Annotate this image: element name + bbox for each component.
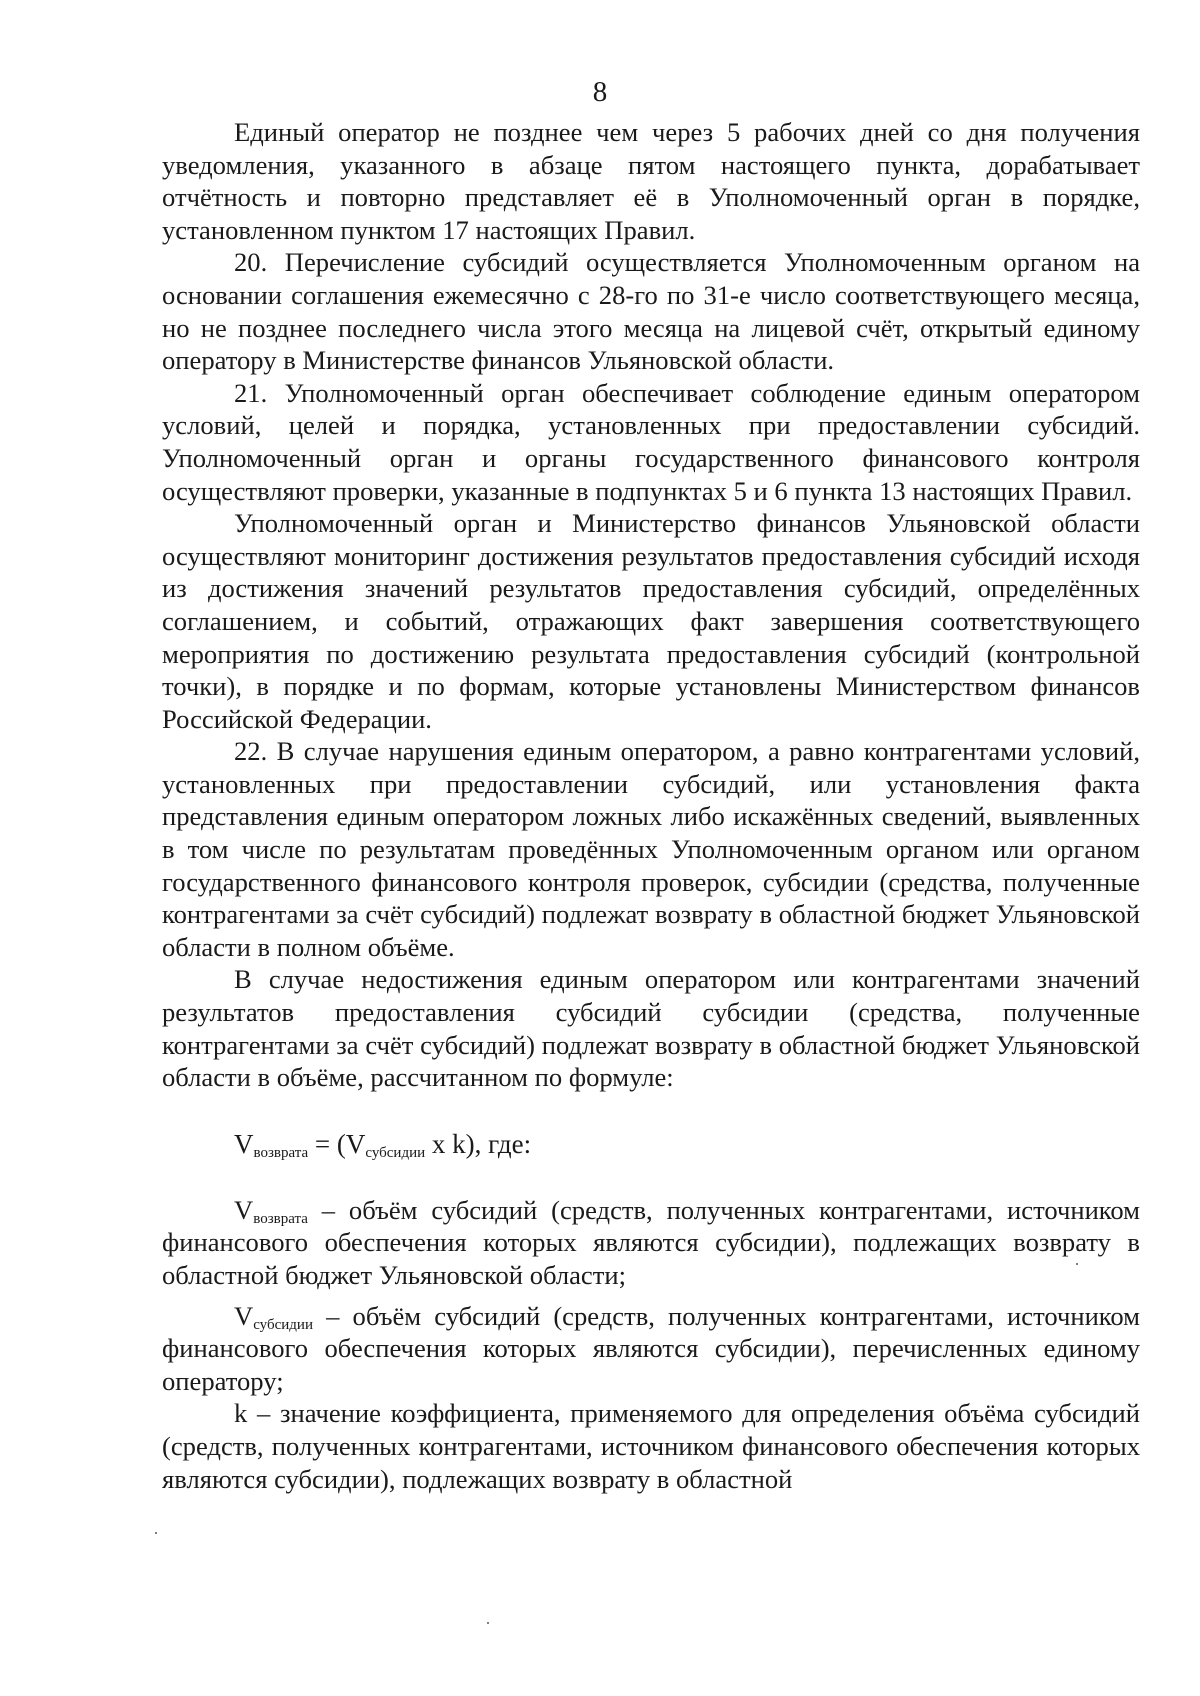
scan-speck xyxy=(1076,1263,1078,1265)
document-body xyxy=(162,116,1140,1495)
paragraph-item-22: 22. В случае нарушения единым оператором, а равно контрагентами условий, установленных при предоставлении субсидий, или установления факта представления единым оператором ложных либо искажённых сведений, выявленных в том числе по результатам проведённых Уполномоченным органом или органом государственного финансового контроля проверок, субсидии (средства, полученные контрагентами за счёт субсидий) подлежат возврату в областной бюджет Ульяновской области в полном объёме. xyxy=(162,736,1140,962)
paragraph-item-20: 20. Перечисление субсидий осуществляется Уполномоченным органом на основании соглашения ежемесячно с 28-го по 31-е число соответствующего месяца, но не позднее последнего числа этого месяца на лицевой счёт, открытый единому оператору в Министерстве финансов Ульяновской области. xyxy=(162,247,1140,376)
formula-times-k: x k), где: xyxy=(425,1128,532,1159)
definition-v-subsidy xyxy=(162,1300,1140,1398)
definition-v-return-symbol: V xyxy=(234,1194,254,1225)
definition-v-return-sub: возврата xyxy=(253,1210,308,1227)
paragraph-monitoring: Уполномоченный орган и Министерство финансов Ульяновской области осуществляют мониторинг достижения результатов предоставления субсидий исходя из достижения значений результатов предоставления субсидий, определённых соглашением, и событий, отражающих факт завершения соответствующего мероприятия по достижению результата предоставления субсидий (контрольной точки), в порядке и по формам, которые установлены Министерством финансов Российской Федерации. xyxy=(162,508,1140,734)
formula-sub-return: возврата xyxy=(253,1144,309,1161)
formula-v-subsidy: V xyxy=(345,1128,366,1159)
paragraph-non-achievement: В случае недостижения единым оператором или контрагентами значений результатов предоставления субсидий субсидии (средства, полученные контрагентами за счёт субсидий) подлежат возврату в областной бюджет Ульяновской области в объёме, рассчитанном по формуле: xyxy=(162,964,1140,1093)
definition-v-return xyxy=(162,1194,1140,1292)
definition-k: k – значение коэффициента, применяемого для определения объёма субсидий (средств, полученных контрагентами, источником финансового обеспечения которых являются субсидии), подлежащих возврату в областной xyxy=(162,1398,1140,1494)
formula-v-return: V xyxy=(234,1128,254,1159)
formula-sub-subsidy: субсидии xyxy=(365,1144,426,1161)
definition-v-subsidy-text: – объём субсидий (средств, полученных контрагентами, источником финансового обеспечения которых являются субсидии), перечисленных единому оператору; xyxy=(162,1300,1140,1396)
definition-v-return-text: – объём субсидий (средств, полученных контрагентами, источником финансового обеспечения которых являются субсидии), подлежащих возврату в областной бюджет Ульяновской области; xyxy=(162,1194,1140,1290)
scan-speck xyxy=(155,1532,157,1534)
formula-equals: = ( xyxy=(308,1128,346,1159)
paragraph-rework-reporting: Единый оператор не позднее чем через 5 рабочих дней со дня получения уведомления, указанного в абзаце пятом настоящего пункта, дорабатывает отчётность и повторно представляет её в Уполномоченный орган в порядке, установленном пунктом 17 настоящих Правил. xyxy=(162,117,1140,245)
return-formula xyxy=(162,1127,1140,1161)
page-number: 8 xyxy=(592,76,608,108)
definition-v-subsidy-symbol: V xyxy=(234,1300,254,1331)
scan-speck xyxy=(487,1622,489,1624)
definition-v-subsidy-sub: субсидии xyxy=(253,1316,313,1333)
paragraph-item-21: 21. Уполномоченный орган обеспечивает соблюдение единым оператором условий, целей и порядка, установленных при предоставлении субсидий. Уполномоченный орган и органы государственного финансового контроля осуществляют проверки, указанные в подпунктах 5 и 6 пункта 13 настоящих Правил. xyxy=(162,377,1140,506)
